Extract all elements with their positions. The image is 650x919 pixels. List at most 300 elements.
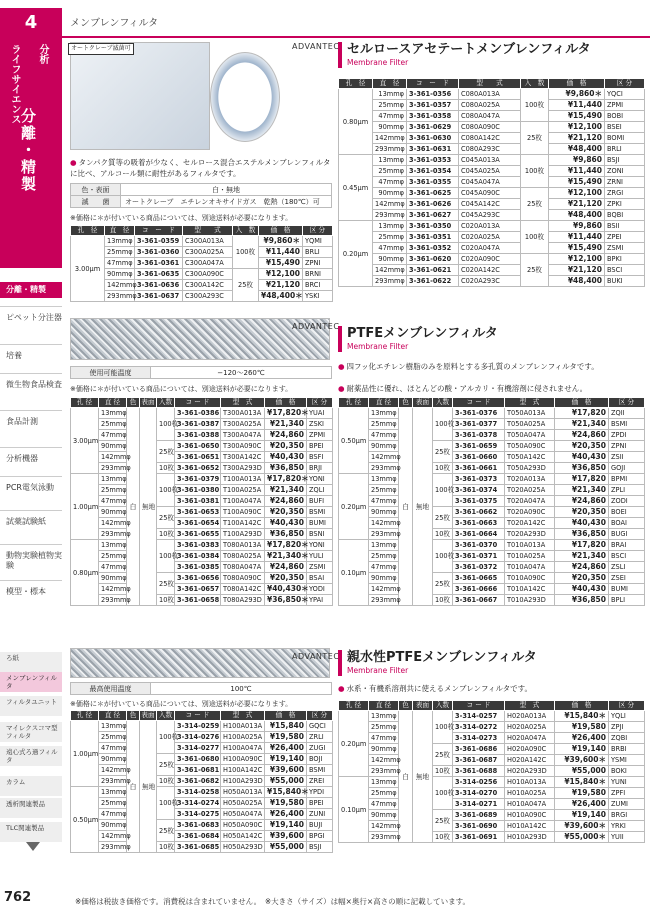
price: ¥21,340＊ xyxy=(265,551,307,562)
table-row xyxy=(71,419,333,430)
quantity: 25枚 xyxy=(433,744,453,766)
category-code: YQMI xyxy=(303,236,333,247)
quantity: 100枚 xyxy=(521,221,549,254)
price: ¥24,860 xyxy=(265,562,307,573)
diameter: 90mmφ xyxy=(373,188,407,199)
side-nav-item[interactable]: 模型・標本 xyxy=(6,587,46,596)
category-code: BUKI xyxy=(605,276,645,287)
product-code: 3-361-0655 xyxy=(175,529,221,540)
model-number: C045A293C xyxy=(459,210,521,221)
diameter: 142mmφ xyxy=(369,452,399,463)
side-subnav-item[interactable]: 遠心式ろ過フィルタ xyxy=(0,746,62,766)
side-nav-item[interactable]: 試薬試験紙 xyxy=(6,517,46,526)
column-header: 価 格 xyxy=(259,226,303,236)
product-code: 3-361-0353 xyxy=(407,155,459,166)
product-code: 3-361-0625 xyxy=(407,188,459,199)
table-row xyxy=(339,133,645,144)
nav-divider xyxy=(0,544,62,545)
category-code: ZQLI xyxy=(307,485,333,496)
nav-divider xyxy=(0,580,62,581)
category-code: YQCI xyxy=(605,89,645,100)
side-nav-item[interactable]: 分離・精製 xyxy=(0,282,62,298)
quantity: 100枚 xyxy=(157,721,175,754)
page-title: メンブレンフィルタ xyxy=(70,18,159,29)
diameter: 142mmφ xyxy=(99,831,127,842)
price: ¥40,430 xyxy=(555,518,609,529)
column-header: 区 分 xyxy=(605,79,645,89)
model-number: C020A090C xyxy=(459,254,521,265)
table-row xyxy=(71,496,333,507)
model-number: H100A025A xyxy=(221,732,265,743)
table-row xyxy=(339,722,645,733)
category-code: BRLI xyxy=(303,247,333,258)
model-number: C045A090C xyxy=(459,188,521,199)
diameter: 25mmφ xyxy=(373,232,407,243)
side-nav-item[interactable]: 動物実験植物実験 xyxy=(6,551,62,570)
product-code: 3-314-0270 xyxy=(453,788,505,799)
table-row xyxy=(339,799,645,810)
table-row xyxy=(71,529,333,540)
category-code: BRGI xyxy=(609,810,645,821)
model-number: C300A047A xyxy=(183,258,233,269)
category-code: BSMI xyxy=(609,419,645,430)
price: ¥19,580 xyxy=(265,798,307,809)
column-header: コ ー ド xyxy=(453,701,505,711)
side-nav-item[interactable]: PCR電気泳動 xyxy=(6,483,54,492)
quantity: 25枚 xyxy=(521,188,549,221)
price: ¥48,400 xyxy=(549,144,605,155)
model-number: T010A013A xyxy=(505,540,555,551)
diameter: 293mmφ xyxy=(373,144,407,155)
model-number: T100A013A xyxy=(221,474,265,485)
column-header: 表面 xyxy=(413,398,433,408)
category-code: BRNI xyxy=(303,269,333,280)
chapter-number: 4 xyxy=(0,8,62,38)
model-number: H010A047A xyxy=(505,799,555,810)
diameter: 13mmφ xyxy=(99,540,127,551)
category-code: BQBI xyxy=(605,210,645,221)
surface-value: 無地 xyxy=(140,721,157,853)
quantity: 10枚 xyxy=(157,463,175,474)
model-number: C080A025A xyxy=(459,100,521,111)
diameter: 293mmφ xyxy=(373,276,407,287)
price: ¥11,440 xyxy=(549,100,605,111)
diameter: 90mmφ xyxy=(373,122,407,133)
category-code: BPMI xyxy=(609,474,645,485)
table-row xyxy=(71,269,333,280)
price: ¥55,000 xyxy=(555,766,609,777)
category-code: ZPDI xyxy=(609,430,645,441)
price: ¥17,820 xyxy=(555,540,609,551)
table-row xyxy=(71,732,333,743)
column-header: 直 径 xyxy=(105,226,135,236)
model-number: T100A293D xyxy=(221,529,265,540)
price: ¥40,430 xyxy=(555,452,609,463)
table-row xyxy=(71,809,333,820)
product-code: 3-361-0687 xyxy=(453,755,505,766)
model-number: T300A047A xyxy=(221,430,265,441)
price: ¥12,100 xyxy=(549,188,605,199)
model-number: H050A013A xyxy=(221,787,265,798)
diameter: 47mmφ xyxy=(99,562,127,573)
price: ¥15,840＊ xyxy=(555,777,609,788)
price: ¥15,490 xyxy=(549,177,605,188)
table-row xyxy=(339,788,645,799)
quantity: 100枚 xyxy=(521,155,549,188)
model-number: C045A013A xyxy=(459,155,521,166)
page-number: 762 xyxy=(4,890,32,905)
column-header: 入 数 xyxy=(233,226,259,236)
price: ¥15,490 xyxy=(549,111,605,122)
product-code: 3-361-0682 xyxy=(175,776,221,787)
product-code: 3-361-0660 xyxy=(453,452,505,463)
product-code: 3-361-0657 xyxy=(175,584,221,595)
table-row xyxy=(339,166,645,177)
price: ¥48,400＊ xyxy=(259,291,303,302)
column-header: 区 分 xyxy=(609,701,645,711)
side-subnav-item[interactable]: ろ紙 xyxy=(0,652,62,672)
diameter: 13mmφ xyxy=(99,721,127,732)
price-table-ca-left xyxy=(70,225,333,302)
bullet-hydro: ● 水系・有機系溶剤共に使えるメンブレンフィルタです。 xyxy=(338,684,533,693)
column-header: 入 数 xyxy=(521,79,549,89)
column-header: 区 分 xyxy=(609,398,645,408)
model-number: T010A142C xyxy=(505,584,555,595)
price: ¥21,340 xyxy=(555,485,609,496)
column-header: 表面 xyxy=(141,711,155,719)
price: ¥9,860＊ xyxy=(549,89,605,100)
side-nav-item[interactable]: 微生物食品検査 xyxy=(6,380,62,389)
table-row xyxy=(339,518,645,529)
category-code: YONI xyxy=(307,540,333,551)
table-row xyxy=(339,232,645,243)
bullet-ptfe-2: ● 耐薬品性に優れ、ほとんどの酸・アルカリ・有機溶剤に侵されません。 xyxy=(338,384,588,393)
price: ¥48,400 xyxy=(549,210,605,221)
price-table-hydro-left xyxy=(70,710,333,853)
price: ¥20,350 xyxy=(555,507,609,518)
model-number: T300A090C xyxy=(221,441,265,452)
model-number: H100A293D xyxy=(221,776,265,787)
category-code: BOAI xyxy=(609,518,645,529)
column-header: 入数 xyxy=(157,398,175,408)
pore-size: 0.50μm xyxy=(339,408,369,474)
table-row xyxy=(71,798,333,809)
category-code: BOMI xyxy=(605,133,645,144)
product-code: 3-314-0259 xyxy=(175,721,221,732)
category-code: BSNI xyxy=(307,529,333,540)
table-row xyxy=(71,474,333,485)
category-code: BRJI xyxy=(307,463,333,474)
product-code: 3-361-0664 xyxy=(453,529,505,540)
brand-logo: ADVANTEC xyxy=(292,652,340,661)
price-table-ptfe-right xyxy=(338,397,645,606)
table-row xyxy=(339,199,645,210)
column-header: 区 分 xyxy=(307,711,333,721)
product-code: 3-361-0688 xyxy=(453,766,505,777)
side-subnav-item[interactable]: メンブレンフィルタ xyxy=(0,672,62,692)
column-header: コ ー ド xyxy=(175,398,221,408)
model-number: H050A090C xyxy=(221,820,265,831)
product-code: 3-361-0381 xyxy=(175,496,221,507)
diameter: 47mmφ xyxy=(369,496,399,507)
category-code: BSJI xyxy=(605,155,645,166)
table-row xyxy=(339,777,645,788)
price: ¥9,860＊ xyxy=(259,236,303,247)
model-number: T010A025A xyxy=(505,551,555,562)
price: ¥11,440 xyxy=(259,247,303,258)
quantity: 100枚 xyxy=(433,540,453,573)
column-header: 入数 xyxy=(433,398,453,408)
table-row xyxy=(71,291,333,302)
table-row xyxy=(339,551,645,562)
diameter: 90mmφ xyxy=(369,441,399,452)
product-code: 3-361-0377 xyxy=(453,419,505,430)
pore-size: 0.45μm xyxy=(339,155,373,221)
price: ¥21,120 xyxy=(549,265,605,276)
side-subnav-item[interactable]: カラム xyxy=(0,776,62,796)
pore-size: 3.00μm xyxy=(71,408,99,474)
diameter: 90mmφ xyxy=(369,810,399,821)
category-code: BRAI xyxy=(609,540,645,551)
price: ¥19,580 xyxy=(555,722,609,733)
pore-size: 1.00μm xyxy=(71,721,99,787)
diameter: 293mmφ xyxy=(99,529,127,540)
product-code: 3-361-0686 xyxy=(453,744,505,755)
section-title-ca xyxy=(338,42,591,68)
category-code: YSMI xyxy=(609,755,645,766)
category-code: BRLI xyxy=(605,144,645,155)
table-row xyxy=(339,810,645,821)
diameter: 13mmφ xyxy=(369,540,399,551)
quantity: 10枚 xyxy=(157,529,175,540)
column-header: 色 xyxy=(399,398,413,408)
price: ¥21,120 xyxy=(259,280,303,291)
category-code: ZSII xyxy=(609,452,645,463)
category-code: ZPLI xyxy=(609,485,645,496)
pore-size: 0.20μm xyxy=(339,711,369,777)
category-code: ZPMI xyxy=(307,430,333,441)
price: ¥19,140 xyxy=(265,754,307,765)
nav-divider xyxy=(0,447,62,448)
price: ¥39,600 xyxy=(265,831,307,842)
surface-value: 無地 xyxy=(140,408,157,606)
category-code: GQCI xyxy=(307,721,333,732)
shipping-note-ca: ※価格に＊が付いている商品については、別途送料が必要になります。 xyxy=(70,214,293,222)
diameter: 13mmφ xyxy=(99,408,127,419)
product-code: 3-361-0357 xyxy=(407,100,459,111)
price: ¥15,490 xyxy=(549,243,605,254)
membrane-photo-hydro xyxy=(70,648,330,678)
product-code: 3-361-0371 xyxy=(453,551,505,562)
surface-value: 無地 xyxy=(413,711,433,843)
category-code: BSAI xyxy=(307,573,333,584)
product-code: 3-314-0256 xyxy=(453,777,505,788)
price: ¥19,140 xyxy=(555,810,609,821)
price-table-ptfe-left xyxy=(70,397,333,606)
bullet-ptfe-1: ● 四フッ化エチレン樹脂のみを原料とする多孔質のメンブレンフィルタです。 xyxy=(338,362,599,371)
category-code: YSKI xyxy=(303,291,333,302)
diameter: 293mmφ xyxy=(369,832,399,843)
model-number: H010A142C xyxy=(505,821,555,832)
diameter: 47mmφ xyxy=(99,430,127,441)
quantity: 25枚 xyxy=(157,820,175,842)
diameter: 47mmφ xyxy=(99,809,127,820)
table-row xyxy=(71,280,333,291)
model-number: T050A293D xyxy=(505,463,555,474)
table-row xyxy=(339,832,645,843)
price: ¥15,840＊ xyxy=(555,711,609,722)
quantity: 25枚 xyxy=(157,507,175,529)
table-row xyxy=(71,831,333,842)
category-code: ZODI xyxy=(609,496,645,507)
quantity: 10枚 xyxy=(433,766,453,777)
table-row xyxy=(71,540,333,551)
product-code: 3-361-0386 xyxy=(175,408,221,419)
column-header: 孔 径 xyxy=(71,711,99,721)
color-value: 白 xyxy=(127,408,140,606)
category-code: ZONI xyxy=(605,166,645,177)
model-number: T080A090C xyxy=(221,573,265,584)
color-value: 白 xyxy=(399,711,413,843)
price: ¥24,860 xyxy=(265,430,307,441)
table-row xyxy=(339,821,645,832)
side-nav-item[interactable]: 培養 xyxy=(6,351,22,360)
price: ¥36,850 xyxy=(555,595,609,606)
nav-divider xyxy=(0,476,62,477)
pore-size: 0.20μm xyxy=(339,474,369,540)
tab-label-life-science: ライフサイエンス xyxy=(9,44,20,124)
price: ¥55,000＊ xyxy=(555,832,609,843)
price: ¥12,100 xyxy=(549,122,605,133)
quantity: 100枚 xyxy=(157,540,175,573)
side-nav-item[interactable]: ピペット分注器 xyxy=(6,313,62,322)
product-code: 3-361-0691 xyxy=(453,832,505,843)
model-number: C300A025A xyxy=(183,247,233,258)
diameter: 13mmφ xyxy=(373,89,407,100)
product-code: 3-314-0276 xyxy=(175,732,221,743)
price: ¥17,820 xyxy=(555,474,609,485)
category-code: BUMI xyxy=(307,518,333,529)
side-subnav-item[interactable]: フィルタユニット xyxy=(0,696,62,716)
table-row xyxy=(339,430,645,441)
product-code: 3-361-0663 xyxy=(453,518,505,529)
model-number: H020A090C xyxy=(505,744,555,755)
diameter: 293mmφ xyxy=(99,776,127,787)
price: ¥9,860 xyxy=(549,155,605,166)
price: ¥17,820 xyxy=(555,408,609,419)
product-code: 3-361-0636 xyxy=(135,280,183,291)
model-number: C300A293C xyxy=(183,291,233,302)
spec-table-ca xyxy=(70,183,332,208)
price: ¥40,430 xyxy=(555,584,609,595)
table-row xyxy=(339,419,645,430)
table-row xyxy=(71,584,333,595)
category-code: YONI xyxy=(307,474,333,485)
product-code: 3-361-0650 xyxy=(175,441,221,452)
quantity: 25枚 xyxy=(521,122,549,155)
product-code: 3-361-0351 xyxy=(407,232,459,243)
product-code: 3-361-0656 xyxy=(175,573,221,584)
category-code: BSJI xyxy=(307,842,333,853)
category-code: BRCI xyxy=(303,280,333,291)
category-code: YUII xyxy=(609,832,645,843)
diameter: 25mmφ xyxy=(369,485,399,496)
category-code: ZQII xyxy=(609,408,645,419)
table-row xyxy=(339,529,645,540)
quantity: 10枚 xyxy=(433,463,453,474)
quantity: 100枚 xyxy=(433,711,453,744)
price: ¥55,000 xyxy=(265,776,307,787)
model-number: T010A293D xyxy=(505,595,555,606)
quantity: 100枚 xyxy=(157,408,175,441)
product-code: 3-314-0272 xyxy=(453,722,505,733)
quantity: 25枚 xyxy=(233,269,259,302)
side-subnav-item[interactable]: 透析関連製品 xyxy=(0,798,62,818)
table-row xyxy=(339,89,645,100)
category-code: ZQBI xyxy=(609,733,645,744)
tab-label-separation: 分離・精製 xyxy=(19,108,37,193)
pore-size: 0.50μm xyxy=(71,787,99,853)
product-code: 3-361-0376 xyxy=(453,408,505,419)
category-code: BSEI xyxy=(605,122,645,133)
price: ¥20,350 xyxy=(265,441,307,452)
category-code: ZSLI xyxy=(609,562,645,573)
product-code: 3-314-0275 xyxy=(175,809,221,820)
quantity: 100枚 xyxy=(157,787,175,820)
pore-size: 0.80μm xyxy=(339,89,373,155)
column-header: コ ー ド xyxy=(407,79,459,89)
diameter: 13mmφ xyxy=(373,155,407,166)
diameter: 90mmφ xyxy=(369,573,399,584)
diameter: 142mmφ xyxy=(99,765,127,776)
column-header: 価 格 xyxy=(265,398,307,408)
table-row xyxy=(339,441,645,452)
tab-label-analysis: 分析 xyxy=(37,44,48,64)
category-code: YUAI xyxy=(307,408,333,419)
model-number: T100A142C xyxy=(221,518,265,529)
model-number: T300A293D xyxy=(221,463,265,474)
price: ¥36,850 xyxy=(555,463,609,474)
diameter: 293mmφ xyxy=(369,463,399,474)
quantity: 25枚 xyxy=(157,754,175,776)
section-subtitle: Membrane Filter xyxy=(347,342,409,351)
model-number: T020A293D xyxy=(505,529,555,540)
side-subnav-item[interactable]: TLC関連製品 xyxy=(0,822,62,842)
side-nav-item[interactable]: 食品計測 xyxy=(6,417,38,426)
category-code: BPLI xyxy=(609,595,645,606)
price: ¥39,600＊ xyxy=(555,755,609,766)
product-code: 3-314-0271 xyxy=(453,799,505,810)
category-code: ZPNI xyxy=(609,441,645,452)
pore-size: 3.00μm xyxy=(71,236,105,302)
category-code: ZRGI xyxy=(605,188,645,199)
side-nav-item[interactable]: 分析機器 xyxy=(6,454,38,463)
model-number: T300A025A xyxy=(221,419,265,430)
shipping-note-ptfe: ※価格に＊が付いている商品については、別途送料が必要になります。 xyxy=(70,385,293,393)
product-code: 3-361-0372 xyxy=(453,562,505,573)
category-code: YODI xyxy=(307,584,333,595)
category-code: ZRLI xyxy=(307,732,333,743)
diameter: 47mmφ xyxy=(373,111,407,122)
model-number: C045A142C xyxy=(459,199,521,210)
price-table-ca-right xyxy=(338,78,645,287)
autoclave-tag: オートクレーブ滅菌可 xyxy=(68,43,134,55)
product-code: 3-314-0258 xyxy=(175,787,221,798)
diameter: 25mmφ xyxy=(373,100,407,111)
side-subnav-item[interactable]: マイレクスコマ型フィルタ xyxy=(0,722,62,742)
table-row xyxy=(339,155,645,166)
quantity: 100枚 xyxy=(433,474,453,507)
